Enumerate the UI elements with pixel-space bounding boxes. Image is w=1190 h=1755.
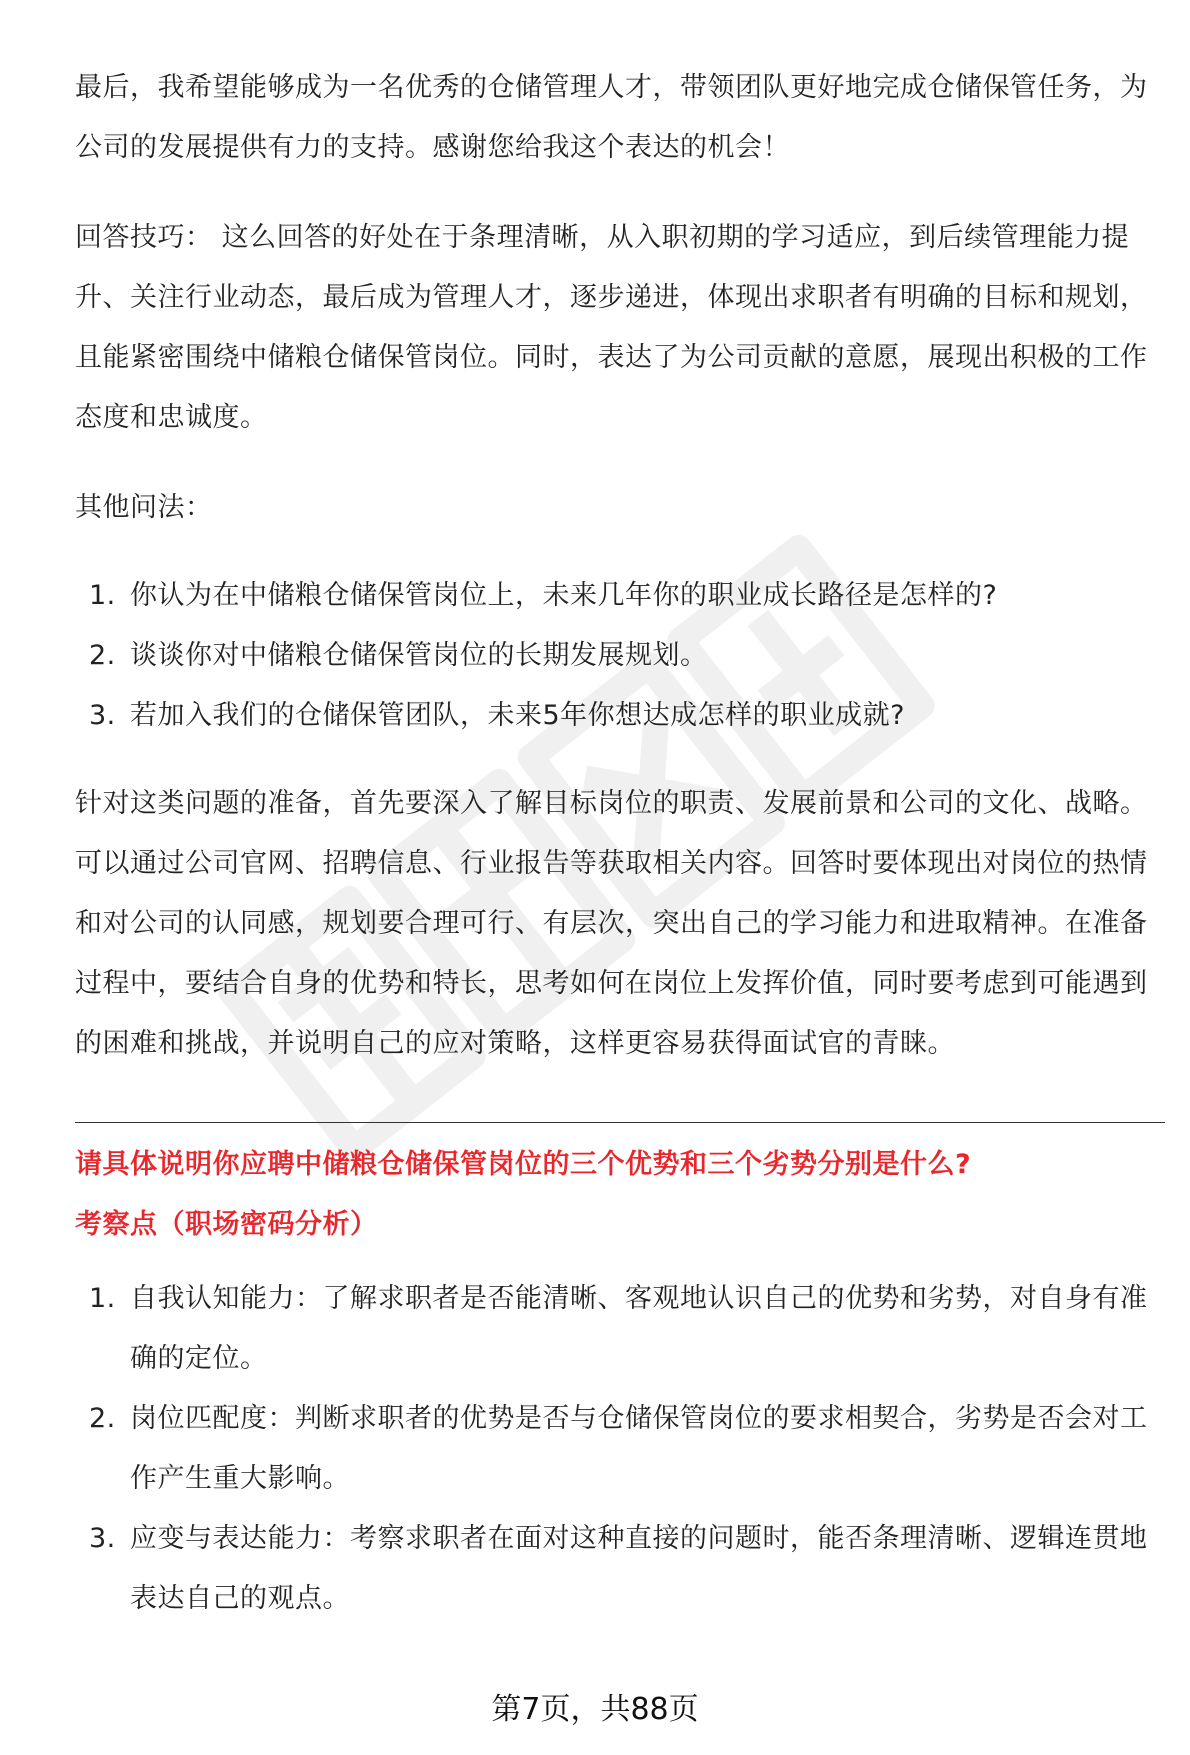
list-item-number: 2. (89, 640, 116, 671)
list-item-number: 1. (89, 1283, 116, 1314)
list-item (75, 1269, 1165, 1389)
assessment-points-list (75, 1269, 1165, 1629)
list-item (75, 1509, 1165, 1629)
list-item-text: 你认为在中储粮仓储保管岗位上，未来几年你的职业成长路径是怎样的? (130, 580, 998, 611)
list-item (75, 1389, 1165, 1509)
page-number-footer: 第7页，共88页 (491, 1692, 699, 1727)
list-item-text: 自我认知能力：了解求职者是否能清晰、客观地认识自己的优势和劣势，对自身有准确的定位。 (130, 1283, 1148, 1374)
answer-tips-paragraph: 回答技巧： 这么回答的好处在于条理清晰，从入职初期的学习适应，到后续管理能力提升、关注行业动态，最后成为管理人才，逐步递进，体现出求职者有明确的目标和规划，且能紧密围绕中储粮仓储保管岗位。同时，表达了为公司贡献的意愿，展现出积极的工作态度和忠诚度。 (75, 222, 1148, 433)
list-item (75, 686, 1165, 746)
list-item (75, 626, 1165, 686)
list-item-text: 岗位匹配度：判断求职者的优势是否与仓储保管岗位的要求相契合，劣势是否会对工作产生重大影响。 (130, 1403, 1148, 1494)
closing-paragraph: 最后，我希望能够成为一名优秀的仓储管理人才，带领团队更好地完成仓储保管任务，为公司的发展提供有力的支持。感谢您给我这个表达的机会！ (75, 72, 1148, 163)
document-page (75, 58, 1165, 1629)
other-questions-label: 其他问法： (75, 492, 213, 523)
list-item-number: 3. (89, 1523, 116, 1554)
list-item-number: 3. (89, 700, 116, 731)
preparation-paragraph: 针对这类问题的准备，首先要深入了解目标岗位的职责、发展前景和公司的文化、战略。可以通过公司官网、招聘信息、行业报告等获取相关内容。回答时要体现出对岗位的热情和对公司的认同感，规划要合理可行、有层次，突出自己的学习能力和进取精神。在准备过程中，要结合自身的优势和特长，思考如何在岗位上发挥价值，同时要考虑到可能遇到的困难和挑战，并说明自己的应对策略，这样更容易获得面试官的青睐。 (75, 788, 1148, 1059)
list-item-text: 谈谈你对中储粮仓储保管岗位的长期发展规划。 (130, 640, 708, 671)
list-item-text: 应变与表达能力：考察求职者在面对这种直接的问题时，能否条理清晰、逻辑连贯地表达自己的观点。 (130, 1523, 1148, 1614)
list-item-text: 若加入我们的仓储保管团队，未来5年你想达成怎样的职业成就? (130, 700, 906, 731)
list-item-number: 2. (89, 1403, 116, 1434)
question-title: 请具体说明你应聘中储粮仓储保管岗位的三个优势和三个劣势分别是什么? (75, 1149, 972, 1180)
section-divider (75, 1122, 1165, 1123)
other-questions-list (75, 566, 1165, 746)
list-item-number: 1. (89, 580, 116, 611)
list-item (75, 566, 1165, 626)
assessment-subtitle: 考察点（职场密码分析） (75, 1209, 378, 1240)
